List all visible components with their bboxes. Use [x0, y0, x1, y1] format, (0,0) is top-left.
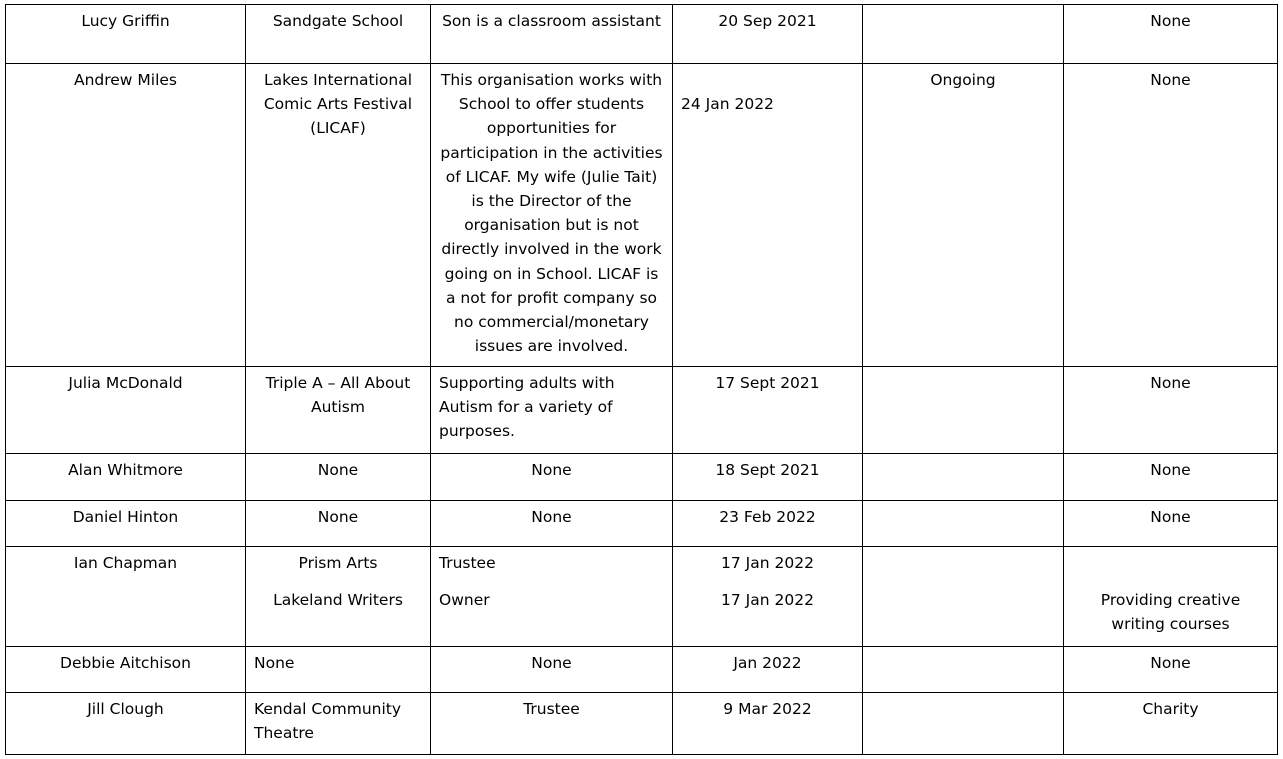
- table-row: [6, 367, 1278, 454]
- cell-nature: Supporting adults with Autism for a variety of purposes.: [431, 367, 673, 454]
- cell-gifts: None: [1064, 5, 1278, 64]
- cell-ongoing: [863, 647, 1064, 693]
- cell-name: Alan Whitmore: [6, 454, 246, 501]
- cell-date: 18 Sept 2021: [673, 454, 863, 501]
- cell-gifts: None: [1064, 454, 1278, 501]
- cell-name: Daniel Hinton: [6, 501, 246, 547]
- nature-line: Trustee: [439, 554, 496, 572]
- cell-nature: [431, 547, 673, 647]
- cell-nature: None: [431, 501, 673, 547]
- cell-name: Julia McDonald: [6, 367, 246, 454]
- cell-date: 24 Jan 2022: [673, 64, 863, 367]
- cell-gifts: None: [1064, 64, 1278, 367]
- table-row: [6, 501, 1278, 547]
- table-row: [6, 547, 1278, 647]
- cell-name: Ian Chapman: [6, 547, 246, 647]
- cell-nature: Trustee: [431, 693, 673, 755]
- cell-ongoing: [863, 454, 1064, 501]
- cell-nature: Son is a classroom assistant: [431, 5, 673, 64]
- cell-organisation: None: [246, 454, 431, 501]
- organisation-line: Lakeland Writers: [273, 591, 403, 610]
- table-row: [6, 647, 1278, 693]
- cell-date: 23 Feb 2022: [673, 501, 863, 547]
- cell-name: Debbie Aitchison: [6, 647, 246, 693]
- cell-gifts: None: [1064, 647, 1278, 693]
- cell-name: Andrew Miles: [6, 64, 246, 367]
- cell-organisation: [246, 547, 431, 647]
- date-line: 17 Jan 2022: [721, 554, 814, 572]
- table-row: [6, 5, 1278, 64]
- cell-date: [673, 547, 863, 647]
- cell-name: Jill Clough: [6, 693, 246, 755]
- cell-ongoing: [863, 5, 1064, 64]
- cell-gifts: Charity: [1064, 693, 1278, 755]
- cell-nature: None: [431, 454, 673, 501]
- table-row: [6, 64, 1278, 367]
- cell-ongoing: [863, 693, 1064, 755]
- cell-ongoing: [863, 367, 1064, 454]
- cell-ongoing: Ongoing: [863, 64, 1064, 367]
- cell-date: 9 Mar 2022: [673, 693, 863, 755]
- cell-organisation: Lakes International Comic Arts Festival (LICAF): [246, 64, 431, 367]
- cell-ongoing: [863, 501, 1064, 547]
- cell-gifts: None: [1064, 367, 1278, 454]
- cell-date: 20 Sep 2021: [673, 5, 863, 64]
- cell-organisation: None: [246, 501, 431, 547]
- cell-gifts: Providing creative writing courses: [1064, 547, 1278, 647]
- cell-nature: None: [431, 647, 673, 693]
- cell-organisation: Sandgate School: [246, 5, 431, 64]
- cell-date: 17 Sept 2021: [673, 367, 863, 454]
- cell-date: Jan 2022: [673, 647, 863, 693]
- cell-organisation: None: [246, 647, 431, 693]
- cell-name: Lucy Griffin: [6, 5, 246, 64]
- table-row: [6, 454, 1278, 501]
- cell-ongoing: [863, 547, 1064, 647]
- cell-organisation: Triple A – All About Autism: [246, 367, 431, 454]
- date-line: 17 Jan 2022: [721, 591, 814, 610]
- table-row: [6, 693, 1278, 755]
- organisation-line: Prism Arts: [298, 554, 378, 572]
- nature-line: Owner: [439, 591, 490, 610]
- cell-nature: This organisation works with School to offer students opportunities for participation in the activities of LICAF. My wife (Julie Tait) is the Director of the organisation but is not directly involved in the work going on in School. LICAF is a not for profit company so no commercial/monetary issues are involved.: [431, 64, 673, 367]
- cell-gifts: None: [1064, 501, 1278, 547]
- interests-table: [5, 4, 1278, 755]
- cell-organisation: Kendal Community Theatre: [246, 693, 431, 755]
